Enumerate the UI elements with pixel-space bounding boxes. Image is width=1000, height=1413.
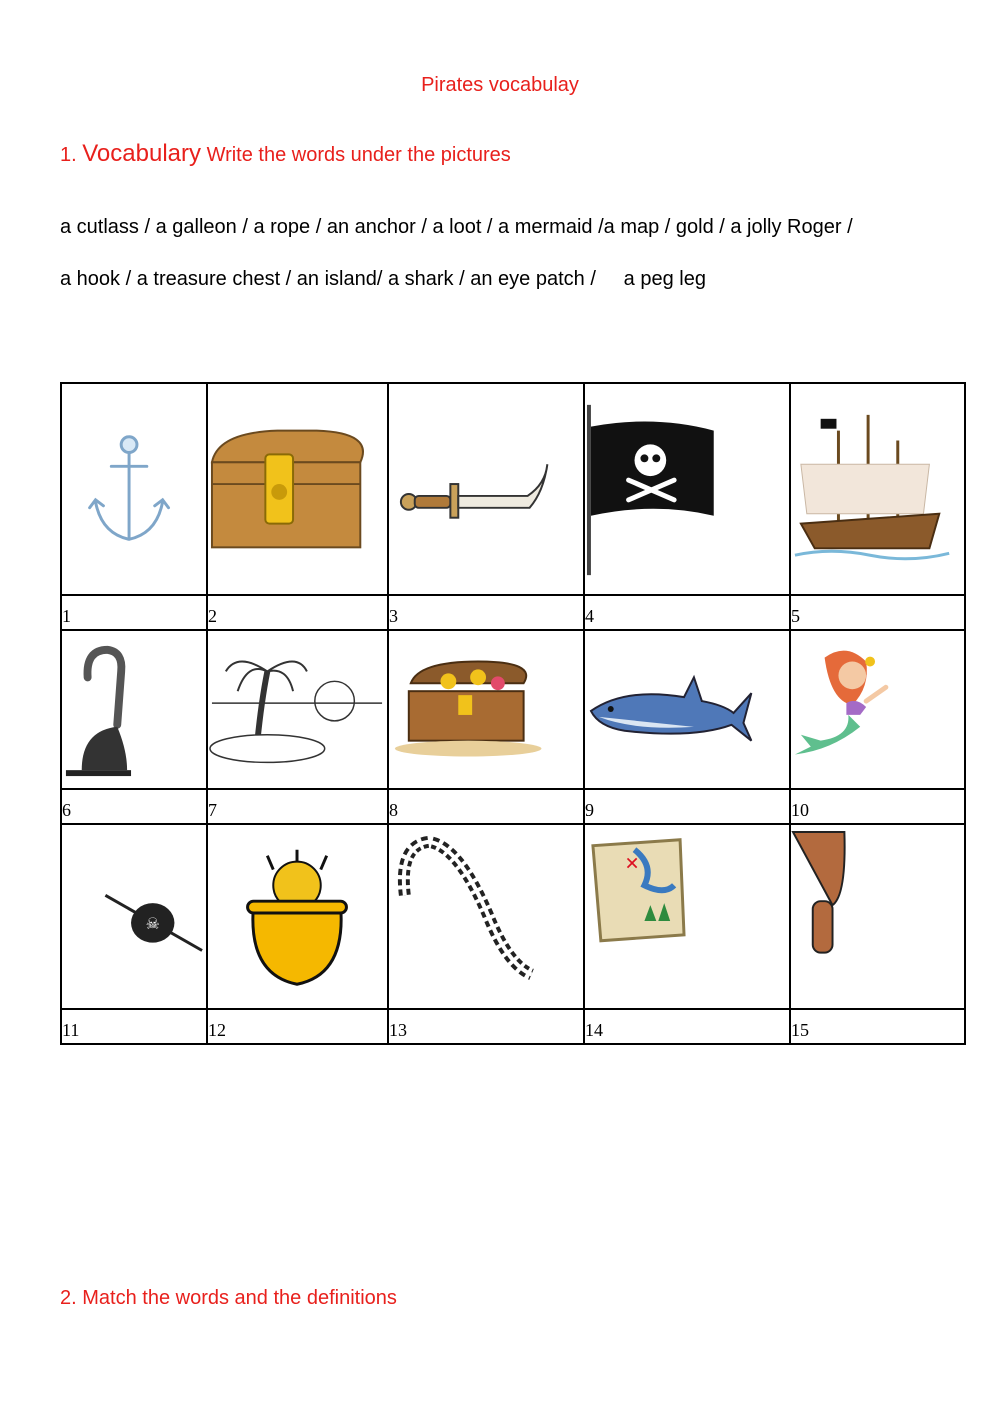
mermaid-icon bbox=[791, 631, 964, 788]
cell-number-15: 15 bbox=[791, 1020, 809, 1040]
picture-cell-11 bbox=[61, 824, 207, 1009]
word-bank-line-2: a hook / a treasure chest / an island/ a shark / an eye patch / a peg leg bbox=[60, 268, 706, 290]
island-icon bbox=[208, 631, 387, 788]
cell-number-14: 14 bbox=[585, 1020, 603, 1040]
cell-number-10: 10 bbox=[791, 800, 809, 820]
picture-cell-6 bbox=[61, 630, 207, 789]
picture-cell-1 bbox=[61, 383, 207, 595]
picture-cell-4 bbox=[584, 383, 790, 595]
picture-cell-5 bbox=[790, 383, 965, 595]
loot-icon bbox=[389, 631, 583, 788]
picture-cell-12 bbox=[207, 824, 388, 1009]
section-2-number: 2. bbox=[60, 1287, 77, 1309]
picture-cell-7 bbox=[207, 630, 388, 789]
galleon-icon bbox=[791, 384, 964, 594]
section-1-title: Vocabulary bbox=[82, 140, 201, 167]
section-1-heading bbox=[60, 140, 511, 168]
hook-icon bbox=[62, 631, 206, 788]
picture-cell-9 bbox=[584, 630, 790, 789]
shark-icon bbox=[585, 631, 789, 788]
map-icon bbox=[585, 825, 789, 1008]
jolly-roger-icon bbox=[585, 384, 789, 594]
cell-number-7: 7 bbox=[208, 800, 217, 820]
cell-number-1: 1 bbox=[62, 606, 71, 626]
cell-number-11: 11 bbox=[62, 1020, 80, 1040]
eye-patch-icon bbox=[62, 825, 206, 1008]
cell-number-8: 8 bbox=[389, 800, 398, 820]
picture-cell-3 bbox=[388, 383, 584, 595]
picture-cell-14 bbox=[584, 824, 790, 1009]
section-2-title: Match the words and the definitions bbox=[82, 1287, 397, 1309]
peg-leg-icon bbox=[791, 825, 964, 1008]
rope-icon bbox=[389, 825, 583, 1008]
picture-cell-8 bbox=[388, 630, 584, 789]
cell-number-9: 9 bbox=[585, 800, 594, 820]
section-2-heading bbox=[60, 1287, 397, 1310]
picture-grid bbox=[60, 382, 966, 1045]
picture-cell-15 bbox=[790, 824, 965, 1009]
cell-number-12: 12 bbox=[208, 1020, 226, 1040]
cell-number-2: 2 bbox=[208, 606, 217, 626]
section-1-instruction: Write the words under the pictures bbox=[206, 144, 511, 166]
picture-cell-10 bbox=[790, 630, 965, 789]
page-title: Pirates vocabulay bbox=[421, 74, 579, 96]
cell-number-3: 3 bbox=[389, 606, 398, 626]
cell-number-6: 6 bbox=[62, 800, 71, 820]
svg-text:☠: ☠ bbox=[145, 913, 160, 933]
cell-number-4: 4 bbox=[585, 606, 594, 626]
svg-text:✕: ✕ bbox=[624, 853, 640, 875]
cell-number-13: 13 bbox=[389, 1020, 407, 1040]
treasure-chest-icon bbox=[208, 384, 387, 594]
gold-icon bbox=[208, 825, 387, 1008]
word-bank-line-1: a cutlass / a galleon / a rope / an anchor / a loot / a mermaid /a map / gold / a jolly Roger / bbox=[60, 216, 853, 238]
picture-cell-13 bbox=[388, 824, 584, 1009]
cutlass-icon bbox=[389, 384, 583, 594]
cell-number-5: 5 bbox=[791, 606, 800, 626]
section-1-number: 1. bbox=[60, 144, 77, 166]
picture-cell-2 bbox=[207, 383, 388, 595]
anchor-icon bbox=[62, 384, 206, 594]
